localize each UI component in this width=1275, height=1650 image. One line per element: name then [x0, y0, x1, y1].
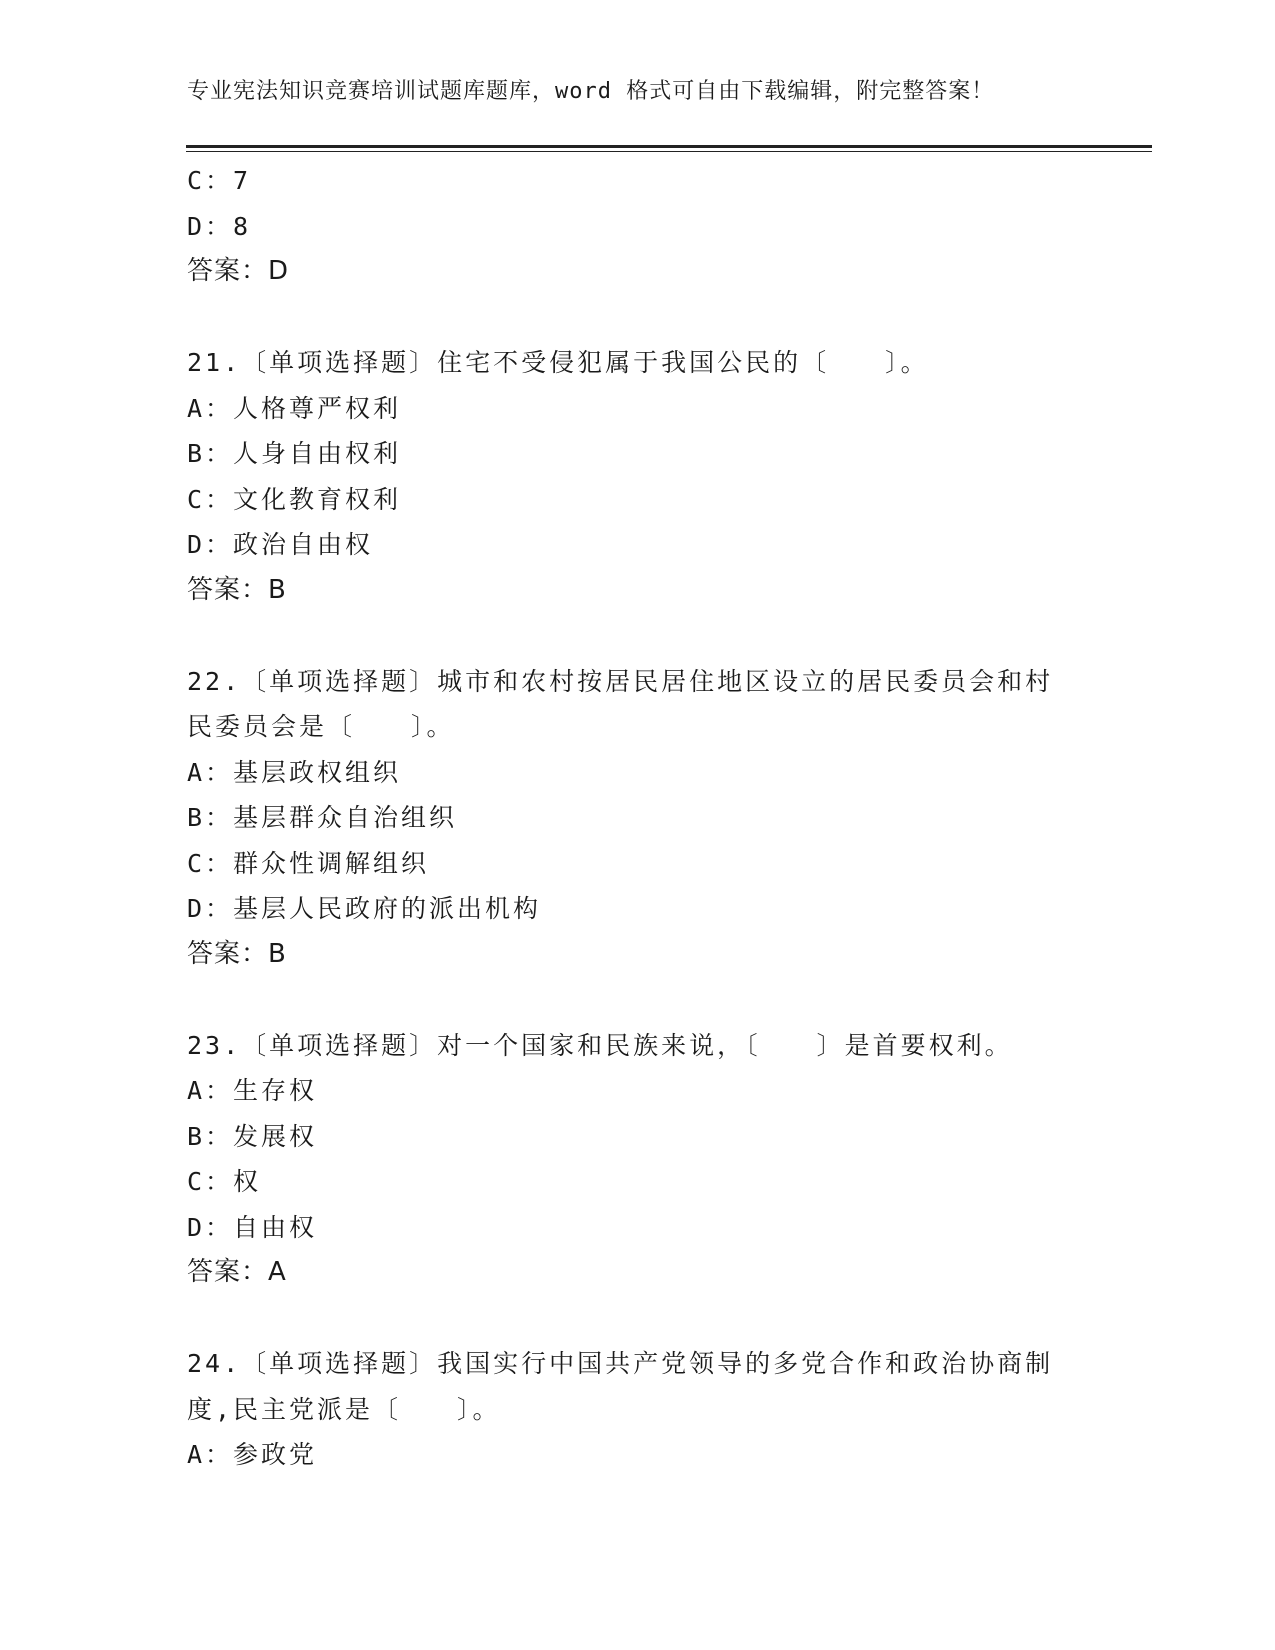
answer-line: 答案：B: [187, 574, 287, 605]
option-b: B：人身自由权利: [187, 439, 402, 468]
option-a: A：参政党: [187, 1440, 318, 1469]
question-stem: 21.〔单项选择题〕住宅不受侵犯属于我国公民的〔 〕。: [187, 348, 929, 377]
question-stem-continued: 民委员会是〔 〕。: [187, 712, 455, 741]
document-body: [187, 158, 1087, 1478]
spacer: [187, 1296, 1087, 1342]
option-d: D：政治自由权: [187, 530, 374, 559]
option-c: C：7: [187, 166, 252, 195]
answer-line: 答案：D: [187, 256, 290, 286]
option-d: D：基层人民政府的派出机构: [187, 894, 542, 923]
page-header: 专业宪法知识竞赛培训试题库题库，word 格式可自由下载编辑，附完整答案！: [187, 79, 995, 104]
option-c: C：文化教育权利: [187, 484, 402, 514]
option-a: A：生存权: [187, 1076, 318, 1105]
option-c: C：权: [187, 1167, 262, 1196]
spacer: [187, 295, 1087, 341]
option-b: B：基层群众自治组织: [187, 803, 458, 832]
header-rule-thin: [186, 151, 1152, 152]
question-stem: 23.〔单项选择题〕对一个国家和民族来说，〔 〕是首要权利。: [187, 1030, 1013, 1060]
question-stem: 24.〔单项选择题〕我国实行中国共产党领导的多党合作和政治协商制: [187, 1349, 1054, 1378]
answer-line: 答案：B: [187, 938, 287, 969]
spacer: [187, 613, 1087, 659]
option-d: D：自由权: [187, 1212, 318, 1242]
answer-line: 答案：A: [187, 1257, 287, 1287]
question-stem: 22.〔单项选择题〕城市和农村按居民居住地区设立的居民委员会和村: [187, 666, 1054, 696]
option-a: A：人格尊严权利: [187, 393, 402, 423]
question-stem-continued: 度,民主党派是〔 〕。: [187, 1394, 501, 1424]
spacer: [187, 977, 1087, 1023]
option-b: B：发展权: [187, 1121, 318, 1151]
option-a: A：基层政权组织: [187, 757, 402, 787]
header-rule: [186, 145, 1152, 148]
option-c: C：群众性调解组织: [187, 848, 430, 878]
option-d: D：8: [187, 211, 252, 241]
